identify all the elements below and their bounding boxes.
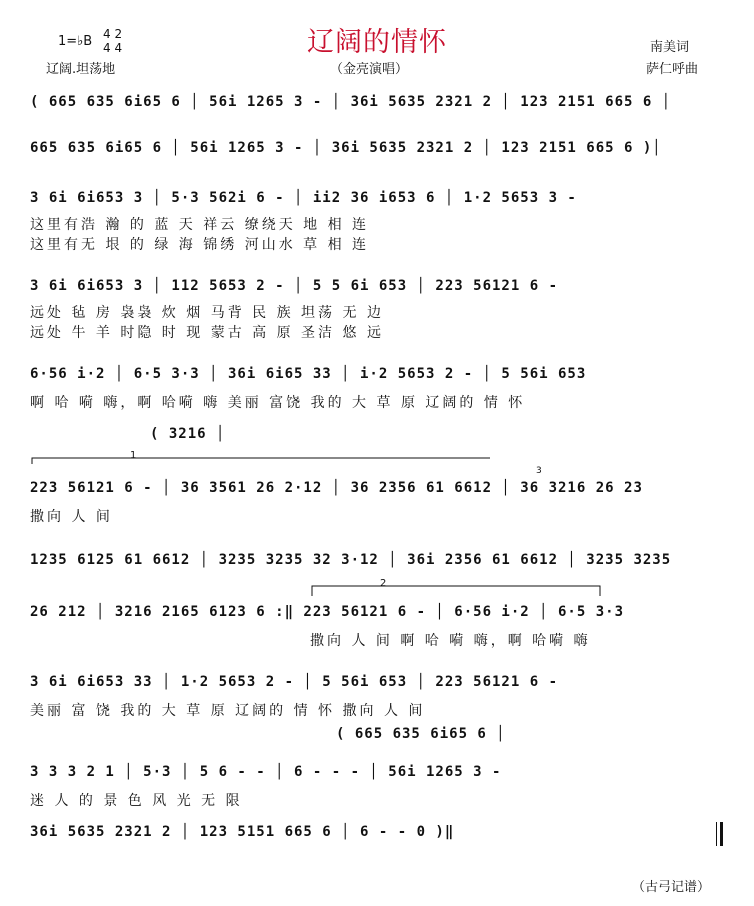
score-row-11: 36i 5635 2321 2 │ 123 5151 665 6 │ 6 - - 0 )‖: [30, 824, 455, 840]
score-row-4: 3 6i 6i653 3 │ 112 5653 2 - │ 5 5 6i 653 │ 223 56121 6 -: [30, 278, 559, 294]
lyricist: 南美词: [650, 40, 690, 55]
lyric-row-8: 撒向 人 间 啊 哈 嗬 嗨，啊 哈嗬 嗨: [310, 633, 591, 649]
score-row-8: 26 212 │ 3216 2165 6123 6 :‖ 223 56121 6 - │ 6·56 i·2 │ 6·5 3·3: [30, 604, 625, 620]
score-row-10: 3 3 3 2 1 │ 5·3 │ 5 6 - - │ 6 - - - │ 56i 1265 3 -: [30, 764, 502, 780]
lyric-row-4-verse-1: 远处 毡 房 袅袅 炊 烟 马背 民 族 坦荡 无 边: [30, 305, 384, 321]
score-row-5: 6·56 i·2 │ 6·5 3·3 │ 36i 6i65 33 │ i·2 5653 2 - │ 5 56i 653: [30, 366, 587, 382]
performer: （金亮演唱）: [330, 62, 409, 77]
score-row-9: 3 6i 6i653 33 │ 1·2 5653 2 - │ 5 56i 653 │ 223 56121 6 -: [30, 674, 559, 690]
score-row-1: ( 665 635 6i65 6 │ 56i 1265 3 - │ 36i 5635 2321 2 │ 123 2151 665 6 │: [30, 94, 672, 110]
score-row-6: 223 56121 6 - │ 36 3561 26 2·12 │ 36 2356 61 6612 │ 36 3216 26 23: [30, 480, 643, 496]
score-row-7: 1235 6125 61 6612 │ 3235 3235 32 3·12 │ 36i 2356 61 6612 │ 3235 3235: [30, 552, 672, 568]
score-row-interlude-2: ( 665 635 6i65 6 │: [336, 726, 506, 742]
key-signature: 1=♭B: [58, 34, 93, 49]
transcriber-note: （古弓记谱）: [632, 880, 711, 895]
score-row-interlude-pickup: ( 3216 │: [150, 426, 226, 442]
volta-1-label: 1: [130, 450, 137, 461]
lyric-row-6: 撒向 人 间: [30, 509, 113, 525]
lyric-row-5: 啊 哈 嗬 嗨，啊 哈嗬 嗨 美丽 富饶 我的 大 草 原 辽阔的 情 怀: [30, 395, 526, 411]
triplet-mark: 3: [536, 466, 542, 476]
lyric-row-4-verse-2: 远处 牛 羊 时隐 时 现 蒙古 高 原 圣洁 悠 远: [30, 325, 384, 341]
score-row-2: 665 635 6i65 6 │ 56i 1265 3 - │ 36i 5635 2321 2 │ 123 2151 665 6 )│: [30, 140, 662, 156]
volta-2-label: 2: [380, 578, 387, 589]
score-row-3: 3 6i 6i653 3 │ 5·3 562i 6 - │ ii2 36 i653 6 │ 1·2 5653 3 -: [30, 190, 577, 206]
time-signature-top: 4 2: [103, 27, 123, 41]
time-signature-bottom: 4 4: [103, 41, 123, 55]
lyric-row-3-verse-2: 这里有无 垠 的 绿 海 锦绣 河山水 草 相 连: [30, 237, 370, 253]
performance-note: 辽阔.坦荡地: [46, 62, 116, 77]
lyric-row-9: 美丽 富 饶 我的 大 草 原 辽阔的 情 怀 撒向 人 间: [30, 703, 426, 719]
composer: 萨仁呼曲: [646, 62, 699, 77]
song-title: 辽阔的情怀: [307, 27, 447, 58]
lyric-row-3-verse-1: 这里有浩 瀚 的 蓝 天 祥云 缭绕天 地 相 连: [30, 217, 370, 233]
final-barline-thick: [720, 822, 723, 846]
final-barline-thin: [716, 822, 717, 846]
lyric-row-10: 迷 人 的 景 色 风 光 无 限: [30, 793, 243, 809]
